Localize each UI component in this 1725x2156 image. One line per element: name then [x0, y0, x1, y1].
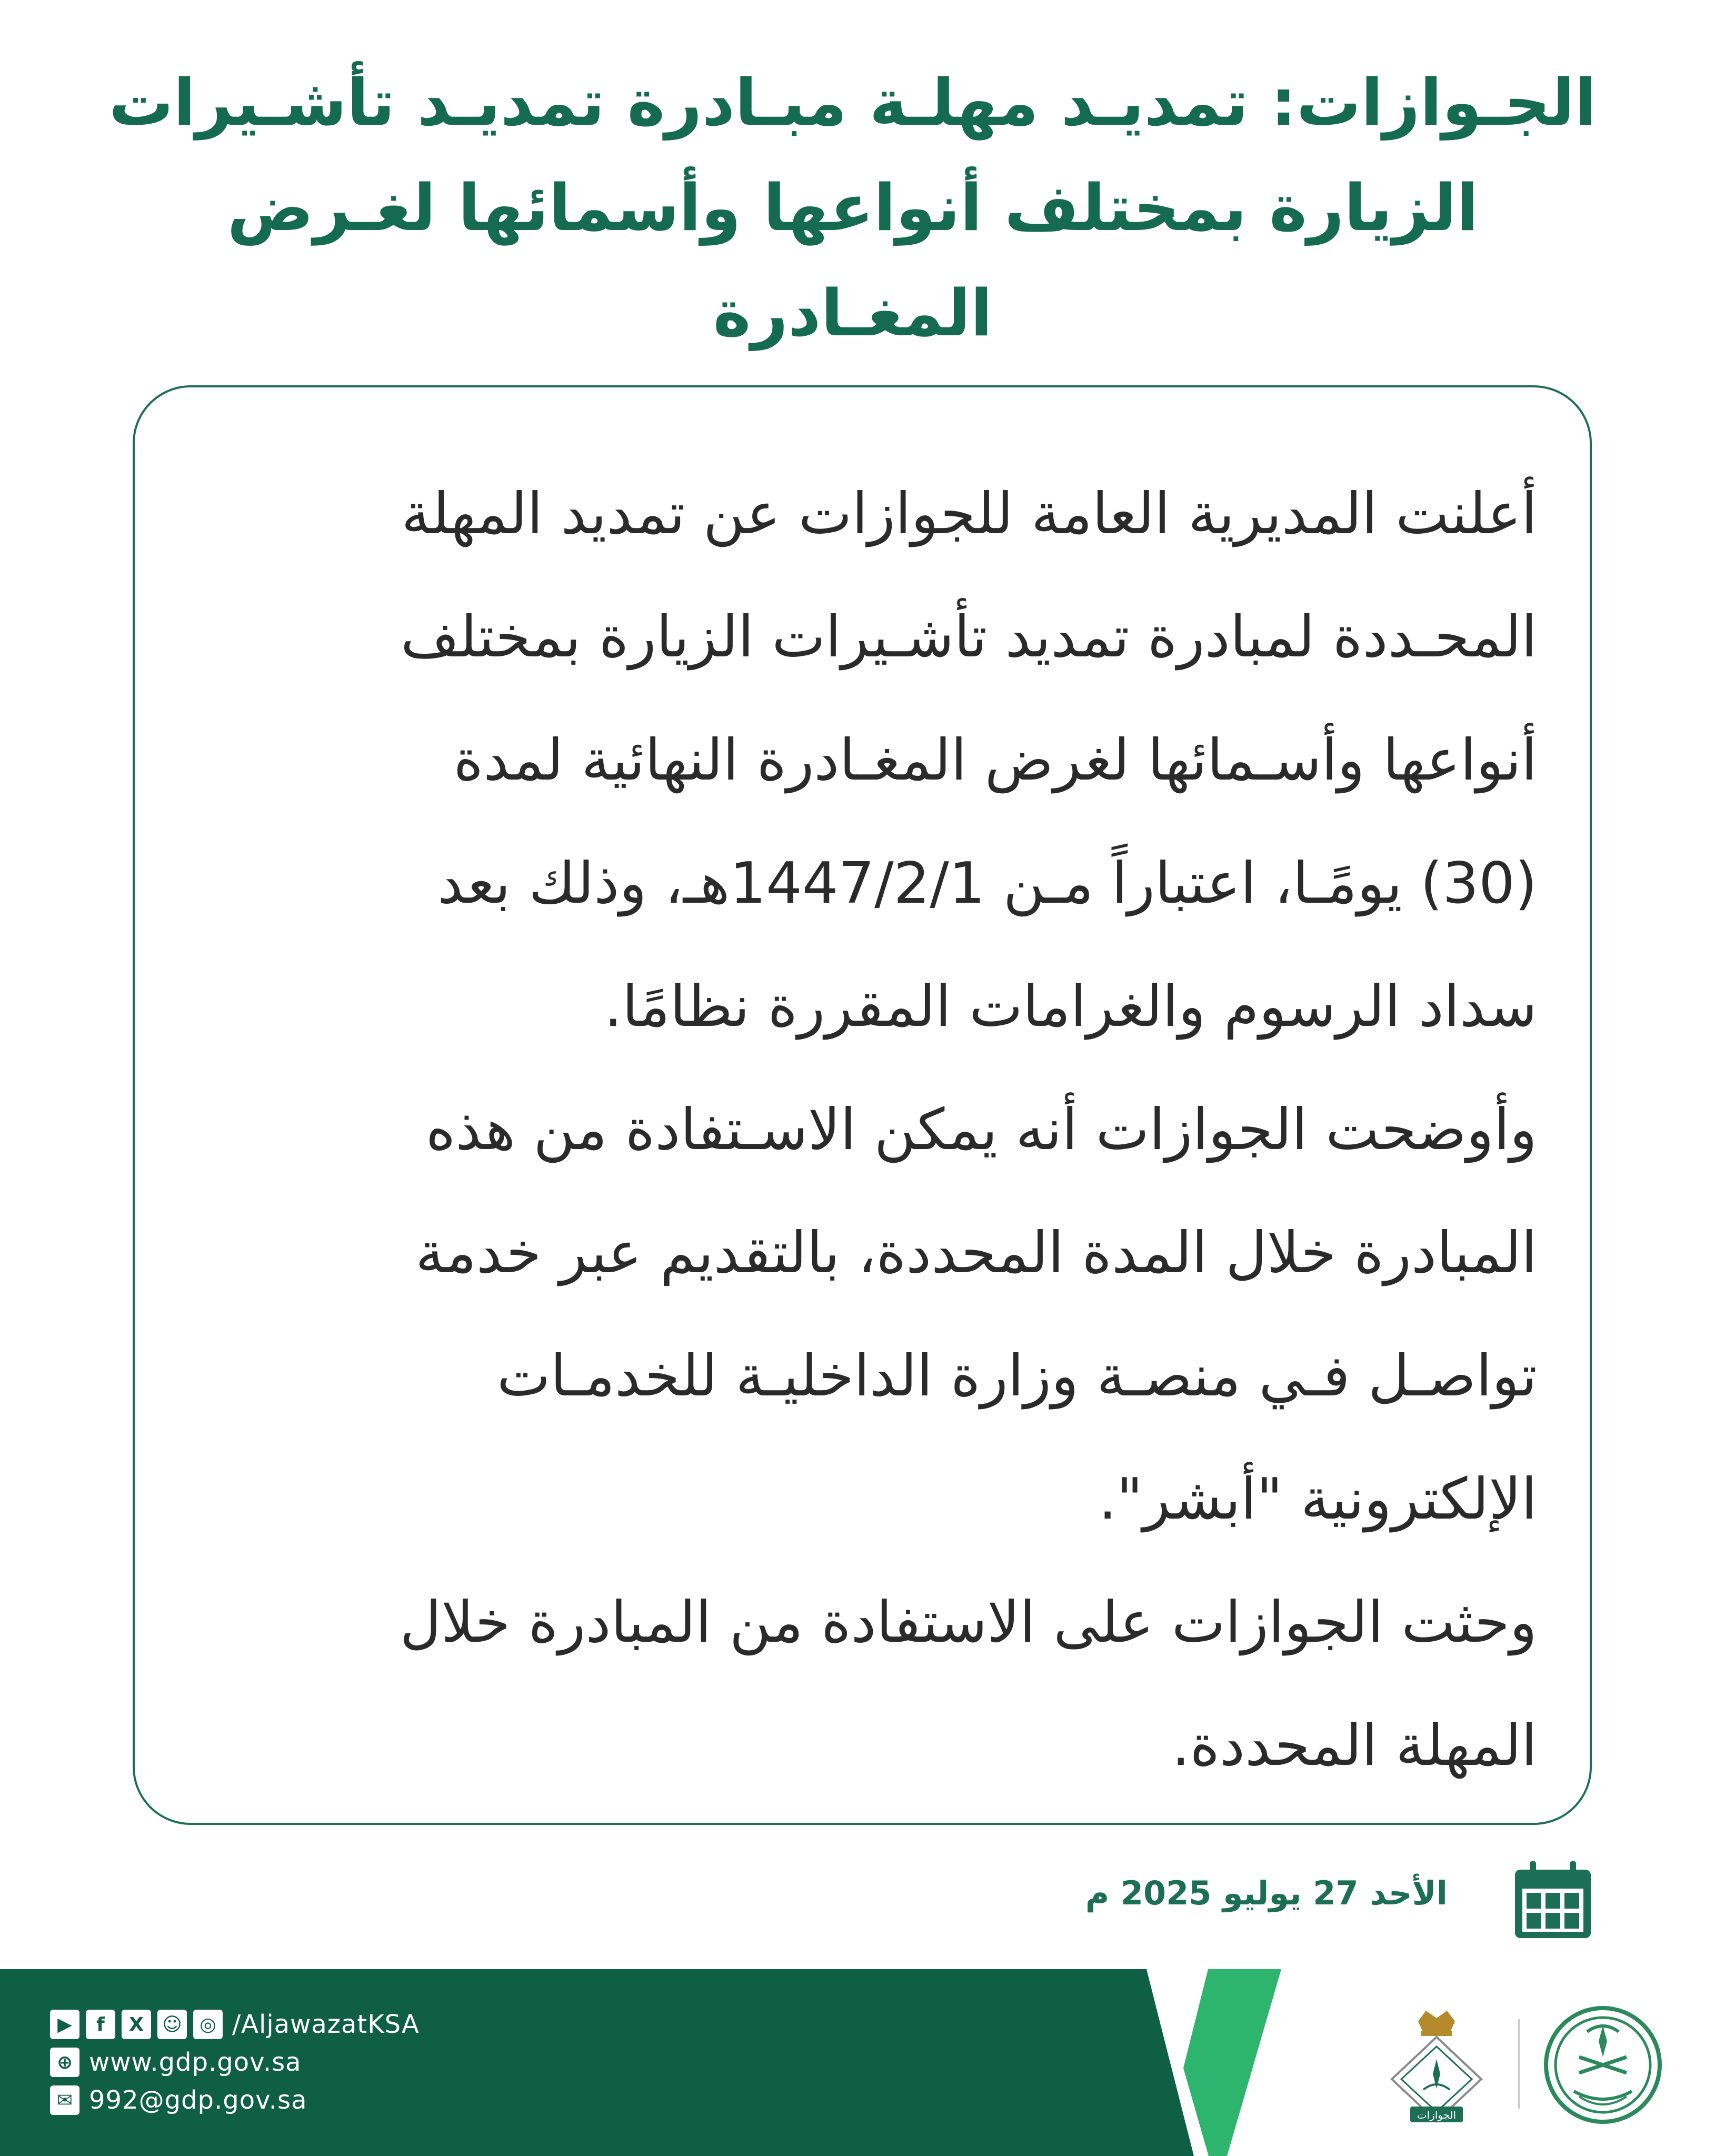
- jawazat-logo: [1381, 2000, 1492, 2137]
- body-line-10: وحثت الجوازات على الاستفادة من المبادرة خلال: [400, 1590, 1537, 1655]
- body-line-11: المهلة المحددة.: [1172, 1713, 1537, 1779]
- body-line-4: (30) يومًـا، اعتباراً مـن 1447/2/1هـ، وذلك بعد: [437, 851, 1537, 916]
- jawazat-logo-label: الجوازات: [1417, 2109, 1457, 2121]
- footer-links: [50, 2005, 524, 2119]
- announcement-body: [184, 453, 1537, 1808]
- social-row: [50, 2005, 524, 2043]
- mail-icon: ✉: [50, 2085, 79, 2115]
- email-row: [50, 2081, 524, 2119]
- logo-divider: [1518, 2019, 1520, 2109]
- body-line-5: سداد الرسوم والغرامات المقررة نظامًا.: [604, 974, 1537, 1040]
- facebook-icon[interactable]: f: [86, 2010, 115, 2039]
- body-line-8: تواصـل فـي منصـة وزارة الداخليـة للخدمـات: [496, 1343, 1537, 1409]
- website-link[interactable]: www.gdp.gov.sa: [89, 2048, 302, 2077]
- body-line-9: الإلكترونية "أبشر".: [1098, 1466, 1537, 1532]
- date-row: [1085, 1858, 1595, 1937]
- body-line-3: أنواعها وأسـمائها لغرض المغـادرة النهائية لمدة: [453, 727, 1537, 793]
- youtube-icon[interactable]: ▶: [50, 2010, 79, 2039]
- body-line-2: المحـددة لمبادرة تمديد تأشـيرات الزيارة بمختلف: [401, 604, 1537, 670]
- email-link[interactable]: 992@gdp.gov.sa: [89, 2085, 307, 2115]
- globe-icon: ⊕: [50, 2048, 79, 2077]
- instagram-icon[interactable]: ◎: [193, 2010, 223, 2039]
- social-handle[interactable]: /AljawazatKSA: [232, 2010, 420, 2039]
- body-line-7: المبادرة خلال المدة المحددة، بالتقديم عبر خدمة: [415, 1220, 1537, 1286]
- title-line-1: الجـوازات: تمديـد مهلـة مبـادرة تمديـد تأشـيرات: [108, 65, 1597, 140]
- title-line-2: الزيارة بمختلف أنواعها وأسمائها لغـرض المغـادرة: [227, 171, 1479, 351]
- x-icon[interactable]: X: [122, 2010, 151, 2039]
- calendar-icon: [1511, 1858, 1595, 1942]
- ministry-emblem: [1542, 2004, 1663, 2125]
- body-line-6: وأوضحت الجوازات أنه يمكن الاسـتفادة من هذه: [425, 1097, 1537, 1163]
- body-line-1: أعلنت المديرية العامة للجوازات عن تمديد المهلة: [401, 481, 1537, 547]
- website-row: [50, 2043, 524, 2081]
- date-text: الأحد 27 يوليو 2025 م: [1085, 1874, 1448, 1912]
- snapchat-icon[interactable]: ☺: [157, 2010, 187, 2039]
